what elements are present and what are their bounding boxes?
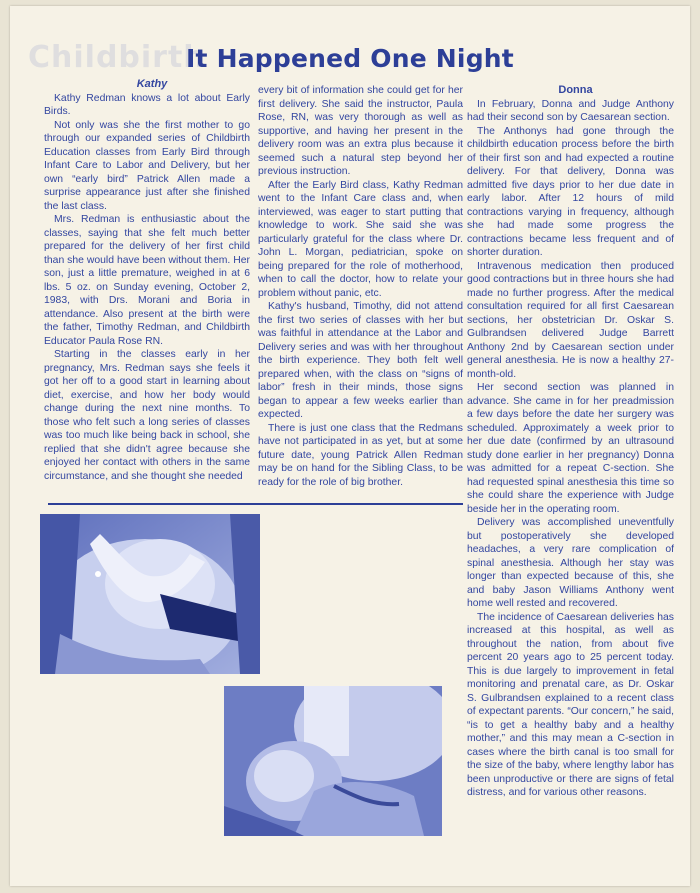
kathy-column-2 <box>258 84 463 489</box>
kathy-paragraph: After the Early Bird class, Kathy Redman went to the Infant Care class and, when interviewed, was eager to start putting that knowledge to work. She said she was particularly grateful for the class where Dr. John L. Morgan, pediatrician, spoke on being prepared for the role of motherhood, when to call the doctor, how to relate your problem without panic, etc. <box>258 179 463 299</box>
donna-paragraph: The Anthonys had gone through the childbirth education process before the birth of their first son and had expected a routine delivery. For that delivery, Donna was admitted five days prior to her due date in early labor. After 12 hours of mild contractions varying in frequency, although she had made some progress the contractions became less frequent and of shorter duration. <box>467 125 674 258</box>
kathy-column-1 <box>44 78 250 483</box>
donna-paragraph: In February, Donna and Judge Anthony had their second son by Caesarean section. <box>467 98 674 123</box>
photo-mother-exam-image <box>40 514 260 674</box>
page-title: It Happened One Night <box>186 44 514 73</box>
donna-paragraph: The incidence of Caesarean deliveries has increased at this hospital, as well as throughout the nation, from about five percent 20 years ago to 25 percent today. This is due largely to improvement in fetal monitoring and prenatal care, as Dr. Oskar S. Gulbrandsen explained to a recent class of expectant parents. “Our concern,” he said, “is to get a healthy baby and a healthy mother,” and this may mean a C-section in cases where the birth canal is too small for the size of the baby, where lengthy labor has been unproductive or there are signs of fetal distress, and for various other reasons. <box>467 611 674 798</box>
donna-paragraph: Her second section was planned in advance. She came in for her preadmission a few days before the date her surgery was scheduled. Approximately a week prior to her due date (confirmed by an ultrasound study done earlier in her pregnancy) Donna was admitted for a repeat C-section. She had requested spinal anesthesia this time so she could share the experience with Judge beside her in the operating room. <box>467 382 674 515</box>
photo-mother-exam <box>40 514 260 674</box>
kathy-paragraph: Kathy's husband, Timothy, did not attend the first two series of classes with her but was faithful in attendance at the Labor and Delivery series and was with her throughout the birth experience. They both felt well prepared when, with the class on “signs of labor” fresh in their minds, those signs began to appear a few weeks earlier than expected. <box>258 301 463 420</box>
kathy-paragraph: There is just one class that the Redmans have not participated in as yet, but at some future date, young Patrick Allen Redman may be on hand for the Sibling Class, to be ready for the role of big brother. <box>258 422 463 488</box>
section-divider-rule <box>48 503 463 505</box>
kathy-paragraph: Kathy Redman knows a lot about Early Birds. <box>44 92 250 117</box>
donna-column <box>467 84 674 800</box>
kathy-paragraph-continued: every bit of information she could get for her first delivery. She said the instructor, Paula Rose, RN, was very thorough as well as supportive, and having her present in the delivery room was an extra plus because it seemed such a natural step beyond her previous instruction. <box>258 85 463 177</box>
donna-paragraph: Delivery was accomplished uneventfully but postoperatively she developed headaches, a very rare complication of spinal anesthesia. Although her stay was longer than expected because of this, she and baby Jason Williams Anthony went home well rested and recovered. <box>467 517 674 609</box>
kathy-paragraph: Not only was she the first mother to go through our expanded series of Childbirth Education classes from Early Bird through Infant Care to Labor and Delivery, but her own “early bird” Patrick Allen made a surprise appearance just after she finished the last class. <box>44 119 250 212</box>
donna-heading: Donna <box>558 84 593 96</box>
photo-newborn-baby <box>224 686 442 836</box>
kathy-heading: Kathy <box>136 78 168 90</box>
kathy-paragraph: Mrs. Redman is enthusiastic about the classes, saying that she felt much better prepared for the delivery of her first child than she would have been without them. Her son, just a little premature, weighed in at 6 lbs. 5 oz. on Sunday evening, October 2, 1983, with Drs. Morani and Boria in attendance. Also present at the birth were the father, Timothy Redman, and Childbirth Educator Paula Rose RN. <box>44 214 250 347</box>
donna-paragraph: Intravenous medication then produced good contractions but in three hours she had made no further progress. After the medical consultation required for all first Caesarean sections, her obstetrician Dr. Oskar S. Gulbrandsen delivered Judge Barrett Anthony 2nd by Caesarean section under general anesthesia. He is now a healthy 27-month-old. <box>467 260 674 380</box>
photo-newborn-baby-image <box>224 686 442 836</box>
bleed-through-ghost-text: Childbirth <box>28 40 206 75</box>
newsletter-page <box>10 6 690 886</box>
kathy-paragraph: Starting in the classes early in her pregnancy, Mrs. Redman says she feels it got her off to a good start in learning about diet, exercise, and how her body would change during the next nine months. To those who felt such a long series of classes was too much like being back in school, she replied that she didn't agree because she enjoyed her contact with others in the same circumstance, and she thought she needed <box>44 349 250 482</box>
